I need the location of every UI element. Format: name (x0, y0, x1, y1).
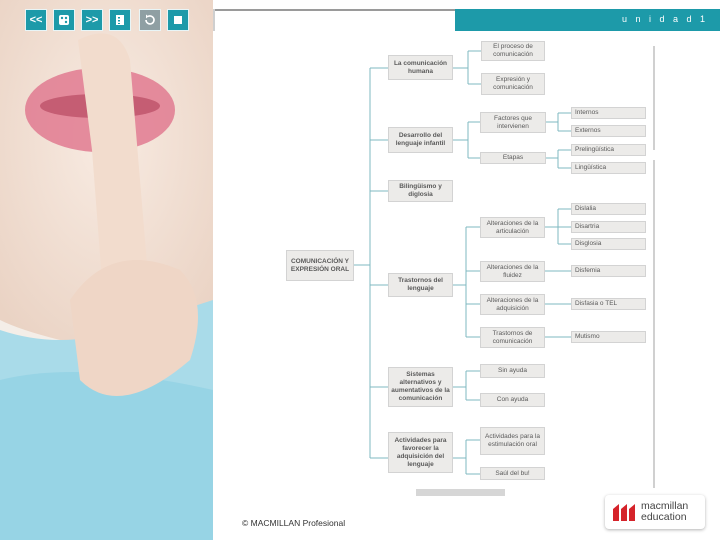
node-etapas (480, 152, 546, 164)
node-label: Saúl del bu! (495, 469, 530, 477)
node-label: Desarrollo del lenguaje infantil (395, 132, 446, 147)
node-comunicacion-humana (388, 55, 453, 80)
node-label: Bilingüismo y diglosia (399, 183, 442, 198)
node-label: Factores que intervienen (494, 114, 532, 130)
node-alt-articulacion (480, 217, 545, 238)
node-label: Disfemia (575, 267, 601, 274)
node-actividades (388, 432, 453, 473)
node-factores (480, 112, 546, 133)
node-con-ayuda (480, 393, 545, 407)
copyright-text: © MACMILLAN Profesional (242, 518, 346, 528)
node-actividades-est (480, 427, 545, 455)
node-disfemia (571, 265, 646, 277)
node-label: Trastornos del lenguaje (398, 277, 443, 292)
node-dislalia (571, 203, 646, 215)
node-label: Etapas (502, 154, 524, 161)
node-label: Actividades para favorecer la adquisición del lenguaje (394, 436, 447, 468)
node-trastornos (388, 273, 453, 297)
node-proceso (481, 41, 545, 61)
node-alt-fluidez (480, 261, 545, 282)
node-label: Externos (575, 127, 601, 134)
node-linguistica (571, 162, 646, 174)
logo-line-1: macmillan (641, 500, 689, 512)
node-prelinguistica (571, 144, 646, 156)
node-label: Internos (575, 109, 599, 116)
node-disartria (571, 221, 646, 233)
node-label: El proceso de comunicación (493, 43, 533, 58)
node-label: Mutismo (575, 333, 600, 340)
node-label: Sistemas alternativos y aumentativos de la comunicación (391, 371, 450, 402)
node-label: Alteraciones de la adquisición (486, 296, 539, 312)
horizontal-scrollbar[interactable] (416, 489, 505, 496)
node-label: Alteraciones de la articulación (486, 219, 539, 235)
node-label: La comunicación humana (393, 59, 448, 75)
node-expresion (481, 73, 545, 95)
node-sin-ayuda (480, 364, 545, 378)
node-root-label: COMUNICACIÓN Y EXPRESIÓN ORAL (290, 257, 350, 273)
node-label: Dislalia (575, 205, 596, 212)
node-externos (571, 125, 646, 137)
previous-label: << (29, 14, 43, 26)
node-label: Disglosia (575, 240, 602, 247)
node-disglosia (571, 238, 646, 250)
node-desarrollo (388, 127, 453, 153)
node-sistemas (388, 367, 453, 407)
node-label: Expresión y comunicación (493, 76, 533, 91)
node-label: Prelingüística (575, 146, 615, 153)
node-label: Actividades para la estimulación oral (485, 433, 540, 448)
node-label: Alteraciones de la fluidez (486, 263, 539, 279)
node-mutismo (571, 331, 646, 343)
node-root (286, 250, 354, 281)
unit-label: u n i d a d 1 (621, 14, 708, 24)
node-alt-adquisicion (480, 294, 545, 315)
macmillan-logo-icon (611, 501, 637, 523)
node-disfasia (571, 298, 646, 310)
node-internos (571, 107, 646, 119)
macmillan-logo (605, 495, 705, 529)
node-label: Trastornos de comunicación (492, 329, 533, 345)
node-label: Sin ayuda (498, 367, 527, 374)
logo-line-2: education (641, 511, 687, 523)
node-label: Disartria (575, 223, 600, 230)
node-trastornos-com (480, 327, 545, 348)
node-bilinguismo (388, 180, 453, 202)
node-saul (480, 467, 545, 480)
node-label: Disfasia o TEL (575, 300, 618, 307)
node-label: Con ayuda (496, 396, 529, 403)
node-label: Lingüística (575, 164, 607, 171)
next-label: >> (85, 14, 99, 26)
